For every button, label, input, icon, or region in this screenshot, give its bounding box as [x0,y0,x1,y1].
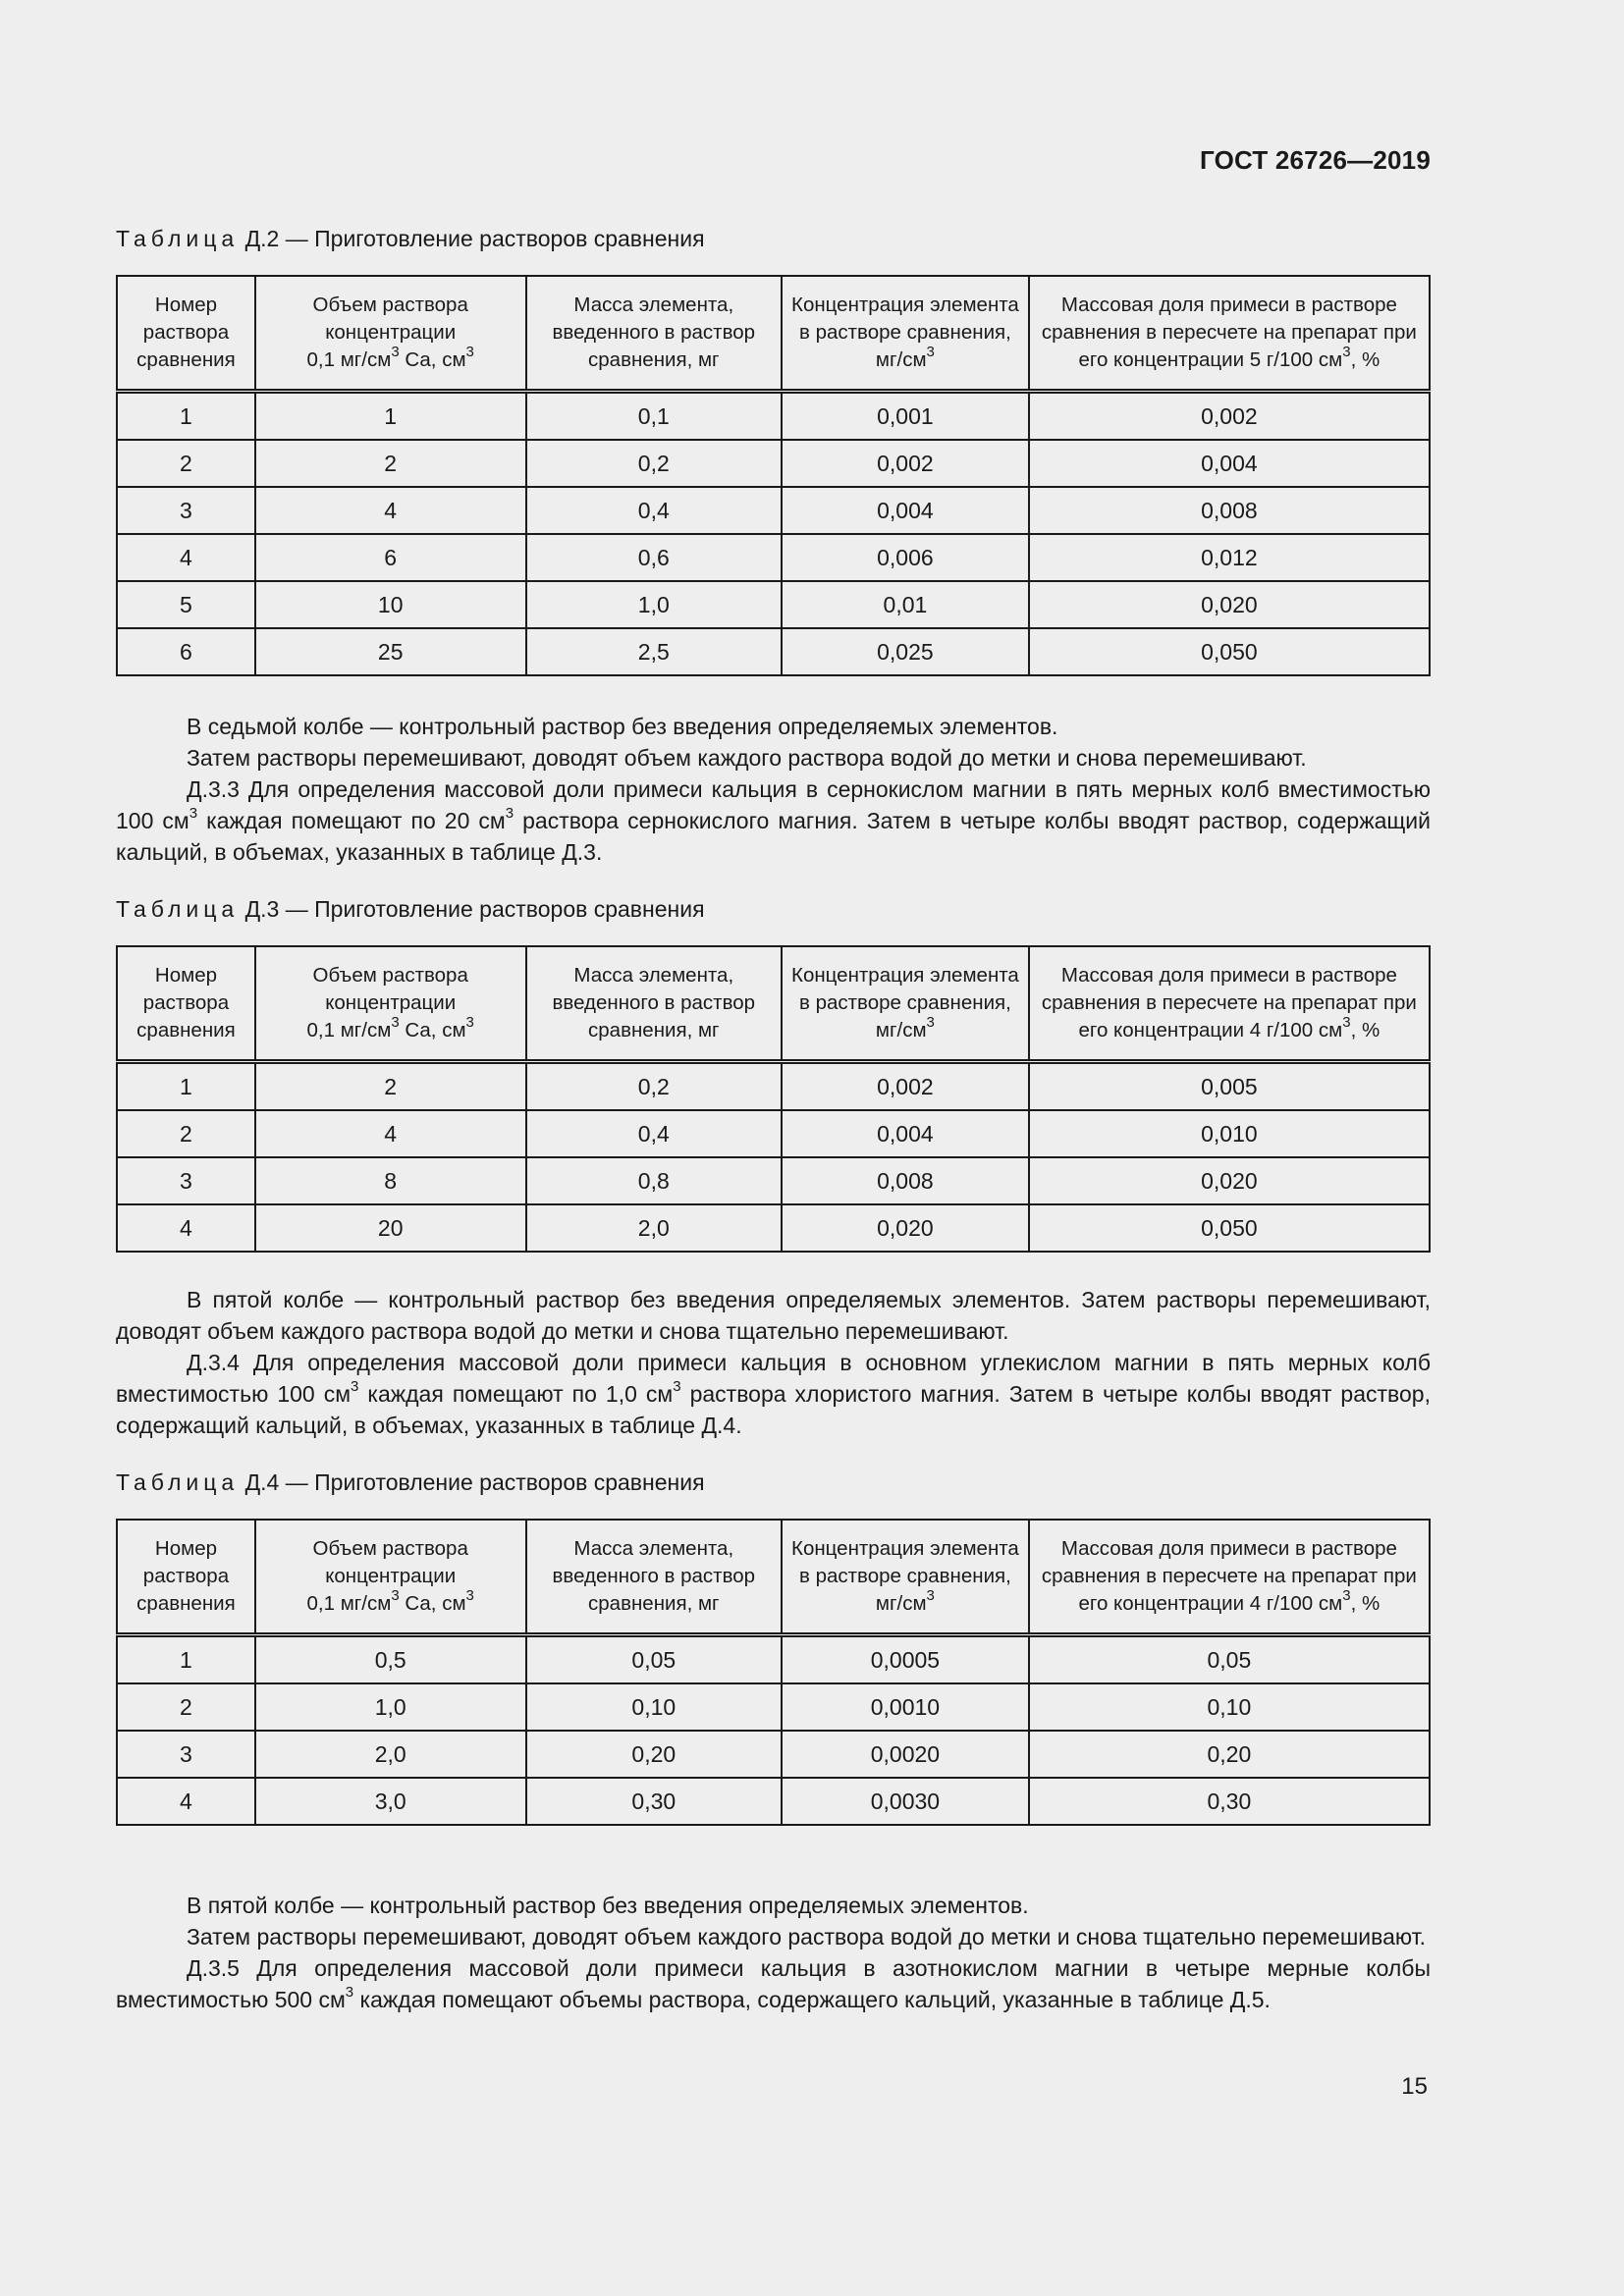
header-volume: Объем раствора концентрации 0,1 $мг/см^3$ Са, $см^3$ [255,276,526,392]
table-cell: 1 [255,392,526,441]
table-cell: 2,5 [526,628,783,675]
table-cell: 0,025 [782,628,1029,675]
table-d2 [116,275,1431,676]
table-row [117,1204,1430,1252]
table-cell: 3,0 [255,1778,526,1825]
table-cell: 0,30 [526,1778,783,1825]
table-cell: 0,002 [1029,392,1430,441]
table-cell: 0,020 [782,1204,1029,1252]
table-cell: 25 [255,628,526,675]
table-row [117,1731,1430,1778]
table-row [117,440,1430,487]
table-cell: 0,10 [526,1683,783,1731]
table-row [117,1778,1430,1825]
header-number: Номер раствора сравнения [117,946,255,1062]
table-cell: 2 [117,1683,255,1731]
paragraph: Д.3.3 Для определения массовой доли примеси кальция в сернокислом магнии в пять мерных колб вместимостью 100 $см^3$ каждая помещают по 20 $см^3$ раствора сернокислого магния. Затем в четыре колбы вводят раствор, содержащий кальций, в объемах, указанных в таблице Д.3. [116,776,1432,865]
table-cell: 8 [255,1157,526,1204]
table-cell: 0,008 [1029,487,1430,534]
page-number: 15 [1401,2073,1428,2100]
table-cell: 3 [117,487,255,534]
table-cell: 0,0010 [782,1683,1029,1731]
table-cell: 0,012 [1029,534,1430,581]
table-cell: 0,4 [526,487,783,534]
table-row [117,1157,1430,1204]
paragraph: В седьмой колбе — контрольный раствор без введения определяемых элементов. [187,714,1058,739]
table-cell: 0,006 [782,534,1029,581]
table-cell: 4 [117,534,255,581]
table-cell: 0,010 [1029,1110,1430,1157]
table-cell: 0,05 [1029,1635,1430,1684]
table-cell: 2,0 [526,1204,783,1252]
header-volume: Объем раствора концентрации 0,1 $мг/см^3$ Са, $см^3$ [255,946,526,1062]
table-cell: 0,5 [255,1635,526,1684]
table-cell: 0,1 [526,392,783,441]
header-mass-fraction: Массовая доля примеси в растворе сравнения в пересчете на препарат при его концентрации 4 г/100 $см^3$, % [1029,946,1430,1062]
caption-text: Д.2 — Приготовление растворов сравнения [239,226,705,251]
table-cell: 1,0 [255,1683,526,1731]
table-cell: 0,004 [782,1110,1029,1157]
header-mass: Масса элемента, введенного в раствор сравнения, мг [526,946,783,1062]
table-cell: 1,0 [526,581,783,628]
table-cell: 3 [117,1731,255,1778]
table-cell: 0,002 [782,440,1029,487]
table-cell: 0,20 [526,1731,783,1778]
header-number: Номер раствора сравнения [117,276,255,392]
header-concentration: Концентрация элемента в растворе сравнения, $мг/см^3$ [782,946,1029,1062]
caption-prefix: Таблица [116,896,240,922]
header-concentration: Концентрация элемента в растворе сравнения, $мг/см^3$ [782,276,1029,392]
table-cell: 0,0020 [782,1731,1029,1778]
table-cell: 1 [117,1635,255,1684]
table-cell: 1 [117,392,255,441]
table-row [117,1062,1430,1111]
table-d3-caption [116,896,705,923]
caption-prefix: Таблица [116,226,240,251]
table-cell: 0,6 [526,534,783,581]
table-cell: 4 [255,1110,526,1157]
table-cell: 0,002 [782,1062,1029,1111]
table-d3 [116,945,1431,1253]
table-cell: 2,0 [255,1731,526,1778]
table-cell: 2 [117,440,255,487]
header-mass: Масса элемента, введенного в раствор сравнения, мг [526,276,783,392]
table-d2-caption [116,226,705,252]
table-cell: 2 [255,1062,526,1111]
table-cell: 0,001 [782,392,1029,441]
table-cell: 0,004 [1029,440,1430,487]
caption-text: Д.3 — Приготовление растворов сравнения [239,896,705,922]
paragraph: Затем растворы перемешивают, доводят объем каждого раствора водой до метки и снова тщательно перемешивают. [187,1924,1427,1949]
table-header-row [117,1520,1430,1635]
caption-prefix: Таблица [116,1469,240,1495]
table-d4 [116,1519,1431,1826]
document-id: ГОСТ 26726—2019 [1200,145,1431,175]
table-cell: 0,10 [1029,1683,1430,1731]
paragraph: В пятой колбе — контрольный раствор без введения определяемых элементов. [187,1893,1029,1918]
table-cell: 0,005 [1029,1062,1430,1111]
table-header-row [117,946,1430,1062]
table-cell: 0,8 [526,1157,783,1204]
table-cell: 0,020 [1029,1157,1430,1204]
table-cell: 0,2 [526,1062,783,1111]
table-cell: 0,4 [526,1110,783,1157]
table-row [117,1635,1430,1684]
table-cell: 0,020 [1029,581,1430,628]
table-row [117,628,1430,675]
table-cell: 0,01 [782,581,1029,628]
table-cell: 4 [117,1778,255,1825]
table-cell: 1 [117,1062,255,1111]
paragraph: Д.3.5 Для определения массовой доли примеси кальция в азотнокислом магнии в четыре мерные колбы вместимостью 500 $см^3$ каждая помещают объемы раствора, содержащего кальций, указанные в таблице Д.5. [116,1955,1431,2012]
table-row [117,1110,1430,1157]
table-row [117,487,1430,534]
table-cell: 4 [255,487,526,534]
table-header-row [117,276,1430,392]
table-row [117,581,1430,628]
table-cell: 0,050 [1029,1204,1430,1252]
text-block-2 [116,1284,1431,1441]
table-cell: 0,2 [526,440,783,487]
table-cell: 0,004 [782,487,1029,534]
table-cell: 0,05 [526,1635,783,1684]
table-row [117,392,1430,441]
table-cell: 2 [117,1110,255,1157]
paragraph: Д.3.4 Для определения массовой доли примеси кальция в основном углекислом магнии в пять мерных колб вместимостью 100 $см^3$ каждая помещают по 1,0 $см^3$ раствора хлористого магния. Затем в четыре колбы вводят раствор, содержащий кальций, в объемах, указанных в таблице Д.4. [116,1350,1431,1438]
header-mass: Масса элемента, введенного в раствор сравнения, мг [526,1520,783,1635]
header-concentration: Концентрация элемента в растворе сравнения, $мг/см^3$ [782,1520,1029,1635]
table-cell: 6 [117,628,255,675]
table-cell: 4 [117,1204,255,1252]
table-cell: 0,20 [1029,1731,1430,1778]
table-cell: 0,050 [1029,628,1430,675]
table-row [117,1683,1430,1731]
table-cell: 0,30 [1029,1778,1430,1825]
table-cell: 5 [117,581,255,628]
text-block-1 [116,711,1431,868]
table-cell: 10 [255,581,526,628]
table-cell: 6 [255,534,526,581]
table-cell: 0,008 [782,1157,1029,1204]
header-volume: Объем раствора концентрации 0,1 $мг/см^3$ Са, $см^3$ [255,1520,526,1635]
table-cell: 2 [255,440,526,487]
table-cell: 0,0005 [782,1635,1029,1684]
table-cell: 3 [117,1157,255,1204]
caption-text: Д.4 — Приготовление растворов сравнения [239,1469,705,1495]
table-cell: 0,0030 [782,1778,1029,1825]
paragraph: В пятой колбе — контрольный раствор без введения определяемых элементов. Затем растворы перемешивают, доводят объем каждого раствора водой до метки и снова тщательно перемешивают. [116,1287,1431,1344]
table-d4-caption [116,1469,705,1496]
paragraph: Затем растворы перемешивают, доводят объем каждого раствора водой до метки и снова перемешивают. [187,745,1307,771]
header-mass-fraction: Массовая доля примеси в растворе сравнения в пересчете на препарат при его концентрации 5 г/100 $см^3$, % [1029,276,1430,392]
table-row [117,534,1430,581]
header-number: Номер раствора сравнения [117,1520,255,1635]
header-mass-fraction: Массовая доля примеси в растворе сравнения в пересчете на препарат при его концентрации 4 г/100 $см^3$, % [1029,1520,1430,1635]
table-cell: 20 [255,1204,526,1252]
text-block-3 [116,1890,1431,2015]
